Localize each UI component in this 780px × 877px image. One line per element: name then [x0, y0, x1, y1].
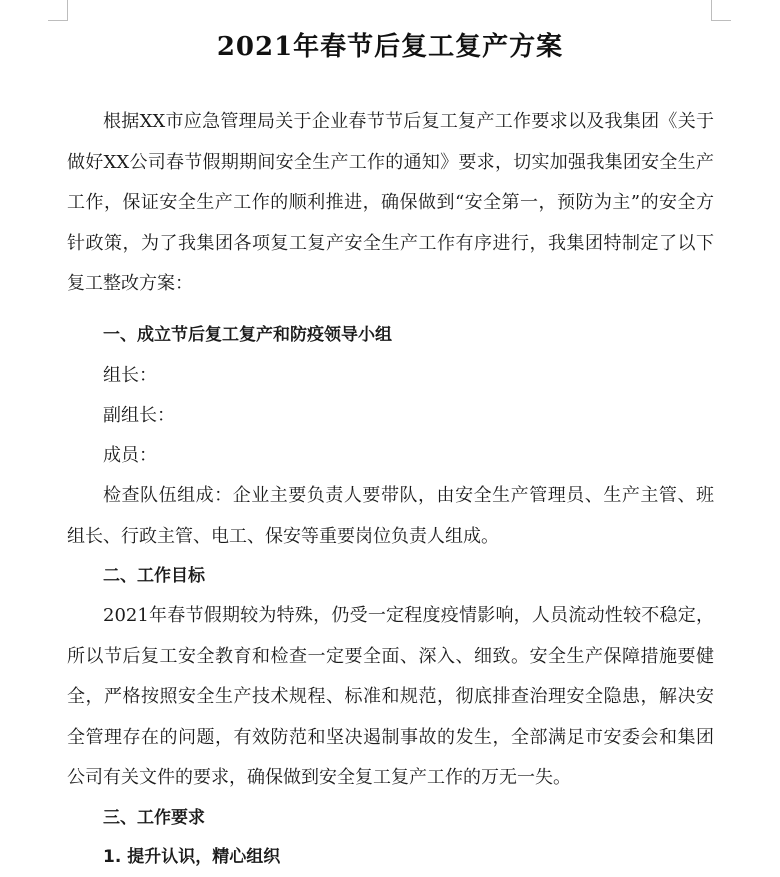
- deputy-leader-line: 副组长：: [103, 405, 175, 426]
- section-2-heading: 二、工作目标: [103, 566, 205, 586]
- crop-mark-top-left: [67, 0, 68, 20]
- leader-line: 组长：: [103, 365, 157, 386]
- work-goals-paragraph: 2021年春节假期较为特殊，仍受一定程度疫情影响，人员流动性较不稳定，所以节后复工安全教育和检查一定要全面、深入、细致。安全生产保障措施要健全，严格按照安全生产技术规程、标准和规范，彻底排查治理安全隐患，解决安全管理存在的问题，有效防范和坚决遏制事故的发生，全部满足市安委会和集团公司有关文件的要求，确保做到安全复工复产工作的万无一失。: [67, 605, 714, 788]
- crop-mark-top-right: [711, 20, 731, 21]
- members-line: 成员：: [103, 445, 157, 466]
- crop-mark-top-right: [711, 0, 712, 20]
- intro-paragraph: 根据XX市应急管理局关于企业春节节后复工复产工作要求以及我集团《关于做好XX公司春节假期期间安全生产工作的通知》要求，切实加强我集团安全生产工作，保证安全生产工作的顺利推进，确保做到“安全第一，预防为主”的安全方针政策，为了我集团各项复工复产安全生产工作有序进行，我集团特制定了以下复工整改方案：: [67, 111, 714, 294]
- section-3-heading: 三、工作要求: [103, 808, 205, 828]
- inspection-team-paragraph: 检查队伍组成：企业主要负责人要带队，由安全生产管理员、生产主管、班组长、行政主管、电工、保安等重要岗位负责人组成。: [67, 485, 714, 547]
- document-title: 2021年春节后复工复产方案: [216, 32, 564, 62]
- subsection-3-1-heading: 1. 提升认识，精心组织: [103, 847, 281, 867]
- section-1-heading: 一、成立节后复工复产和防疫领导小组: [103, 325, 392, 345]
- crop-mark-top-left: [48, 20, 68, 21]
